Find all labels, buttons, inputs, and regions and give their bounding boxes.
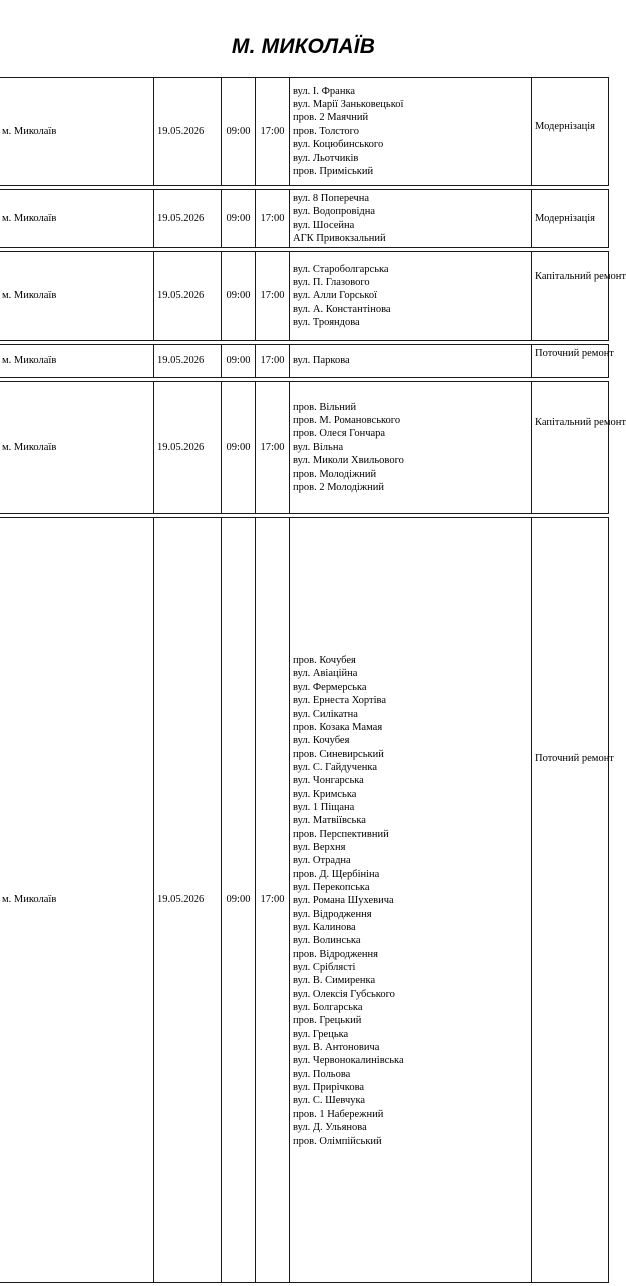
street-item: вул. Романа Шухевича	[293, 895, 394, 907]
street-item: вул. Водопровідна	[293, 206, 376, 218]
street-item: вул. В. Симиренка	[293, 975, 376, 987]
street-item: вул. Силікатна	[293, 708, 358, 720]
street-item: вул. Сріблясті	[293, 962, 356, 974]
street-item: вул. Перекопська	[293, 881, 370, 893]
street-item: пров. Козака Мамая	[293, 721, 383, 733]
street-item: пров. Перспективний	[293, 828, 389, 840]
street-item: вул. Миколи Хвильового	[293, 455, 404, 467]
streets-cell	[289, 381, 531, 514]
street-item: вул. Трояндова	[293, 317, 360, 329]
start-time-cell: 09:00	[221, 381, 255, 514]
street-item: пров. Відродження	[293, 948, 378, 960]
street-item: вул. Верхня	[293, 841, 346, 853]
street-item: пров. М. Романовського	[293, 415, 401, 427]
end-time-cell: 17:00	[255, 517, 289, 1283]
outage-schedule-table	[0, 74, 626, 1286]
table-row	[0, 251, 609, 341]
street-item: вул. Фермерська	[293, 681, 367, 693]
street-item: вул. В. Антоновича	[293, 1042, 380, 1054]
date-cell: 19.05.2026	[153, 251, 221, 341]
streets-cell	[289, 251, 531, 341]
work-type-cell: Поточний ремонт	[531, 517, 609, 1283]
city-cell: м. Миколаїв	[0, 77, 153, 186]
table-row	[0, 189, 609, 248]
city-cell: м. Миколаїв	[0, 344, 153, 378]
street-item: пров. Синевирський	[293, 748, 384, 760]
street-item: вул. С. Гайдученка	[293, 761, 377, 773]
date-cell: 19.05.2026	[153, 77, 221, 186]
street-item: пров. Приміський	[293, 165, 374, 177]
date-cell: 19.05.2026	[153, 189, 221, 248]
street-item: вул. Марії Заньковецької	[293, 99, 404, 111]
street-item: вул. Відродження	[293, 908, 372, 920]
street-item: пров. Вільний	[293, 401, 357, 413]
streets-cell	[289, 77, 531, 186]
city-cell: м. Миколаїв	[0, 251, 153, 341]
start-time-cell: 09:00	[221, 344, 255, 378]
street-item: вул. Кочубея	[293, 735, 350, 747]
street-item: пров. Толстого	[293, 125, 359, 137]
end-time-cell: 17:00	[255, 251, 289, 341]
date-cell: 19.05.2026	[153, 381, 221, 514]
street-item: вул. С. Шевчука	[293, 1095, 366, 1107]
street-item: вул. Д. Ульянова	[293, 1122, 367, 1134]
work-type-cell: Поточний ремонт	[531, 344, 609, 378]
table-row	[0, 344, 609, 378]
street-item: вул. П. Глазового	[293, 276, 370, 288]
street-item: вул. Авіаційна	[293, 668, 358, 680]
street-item: вул. Волинська	[293, 935, 361, 947]
street-item: пров. 2 Маячний	[293, 112, 369, 124]
street-item: пров. Олеся Гончара	[293, 428, 386, 440]
city-cell: м. Миколаїв	[0, 381, 153, 514]
date-cell: 19.05.2026	[153, 517, 221, 1283]
start-time-cell: 09:00	[221, 517, 255, 1283]
start-time-cell: 09:00	[221, 251, 255, 341]
street-item: АГК Привокзальний	[293, 232, 386, 244]
street-item: вул. Шосейна	[293, 219, 355, 231]
work-type-cell: Модернізація	[531, 189, 609, 248]
street-item: вул. Грецька	[293, 1028, 349, 1040]
city-cell: м. Миколаїв	[0, 517, 153, 1283]
end-time-cell: 17:00	[255, 189, 289, 248]
street-item: вул. Прирічкова	[293, 1082, 365, 1094]
table-row	[0, 517, 609, 1283]
work-type-cell: Капітальний ремонт	[531, 251, 609, 341]
street-item: вул. І. Франка	[293, 85, 356, 97]
schedule-body	[0, 77, 626, 1283]
street-item: вул. Червонокалинівська	[293, 1055, 404, 1067]
street-item: вул. А. Константінова	[293, 303, 391, 315]
start-time-cell: 09:00	[221, 77, 255, 186]
street-item: вул. Олексія Губського	[293, 988, 395, 1000]
street-item: вул. Польова	[293, 1068, 351, 1080]
streets-cell	[289, 517, 531, 1283]
table-row	[0, 77, 609, 186]
street-item: вул. Матвіївська	[293, 815, 366, 827]
street-item: вул. Льотчиків	[293, 152, 359, 164]
table-row	[0, 381, 609, 514]
street-item: вул. Вільна	[293, 441, 344, 453]
street-item: вул. Алли Горської	[293, 290, 378, 302]
street-item: пров. Грецький	[293, 1015, 362, 1027]
street-item: вул. Калинова	[293, 922, 356, 934]
street-item: вул. Паркова	[293, 355, 350, 367]
street-item: вул. 1 Піщана	[293, 801, 355, 813]
street-item: пров. Д. Щербініна	[293, 868, 380, 880]
street-item: пров. Олімпійський	[293, 1135, 382, 1147]
street-item: пров. 2 Молодіжний	[293, 481, 384, 493]
date-cell: 19.05.2026	[153, 344, 221, 378]
street-item: вул. 8 Поперечна	[293, 192, 370, 204]
work-type-cell: Модернізація	[531, 77, 609, 186]
end-time-cell: 17:00	[255, 381, 289, 514]
streets-cell	[289, 189, 531, 248]
street-item: пров. 1 Набережний	[293, 1108, 384, 1120]
streets-cell	[289, 344, 531, 378]
start-time-cell: 09:00	[221, 189, 255, 248]
street-item: вул. Коцюбинського	[293, 139, 384, 151]
street-item: вул. Отрадна	[293, 855, 351, 867]
street-item: пров. Молодіжний	[293, 468, 377, 480]
end-time-cell: 17:00	[255, 344, 289, 378]
street-item: вул. Ернеста Хортіва	[293, 695, 387, 707]
street-item: пров. Кочубея	[293, 655, 356, 667]
street-item: вул. Староболгарська	[293, 263, 389, 275]
work-type-cell: Капітальний ремонт	[531, 381, 609, 514]
street-item: вул. Чонгарська	[293, 775, 364, 787]
page-title: М. МИКОЛАЇВ	[231, 35, 376, 58]
street-item: вул. Болгарська	[293, 1002, 363, 1014]
city-cell: м. Миколаїв	[0, 189, 153, 248]
end-time-cell: 17:00	[255, 77, 289, 186]
street-item: вул. Кримська	[293, 788, 357, 800]
